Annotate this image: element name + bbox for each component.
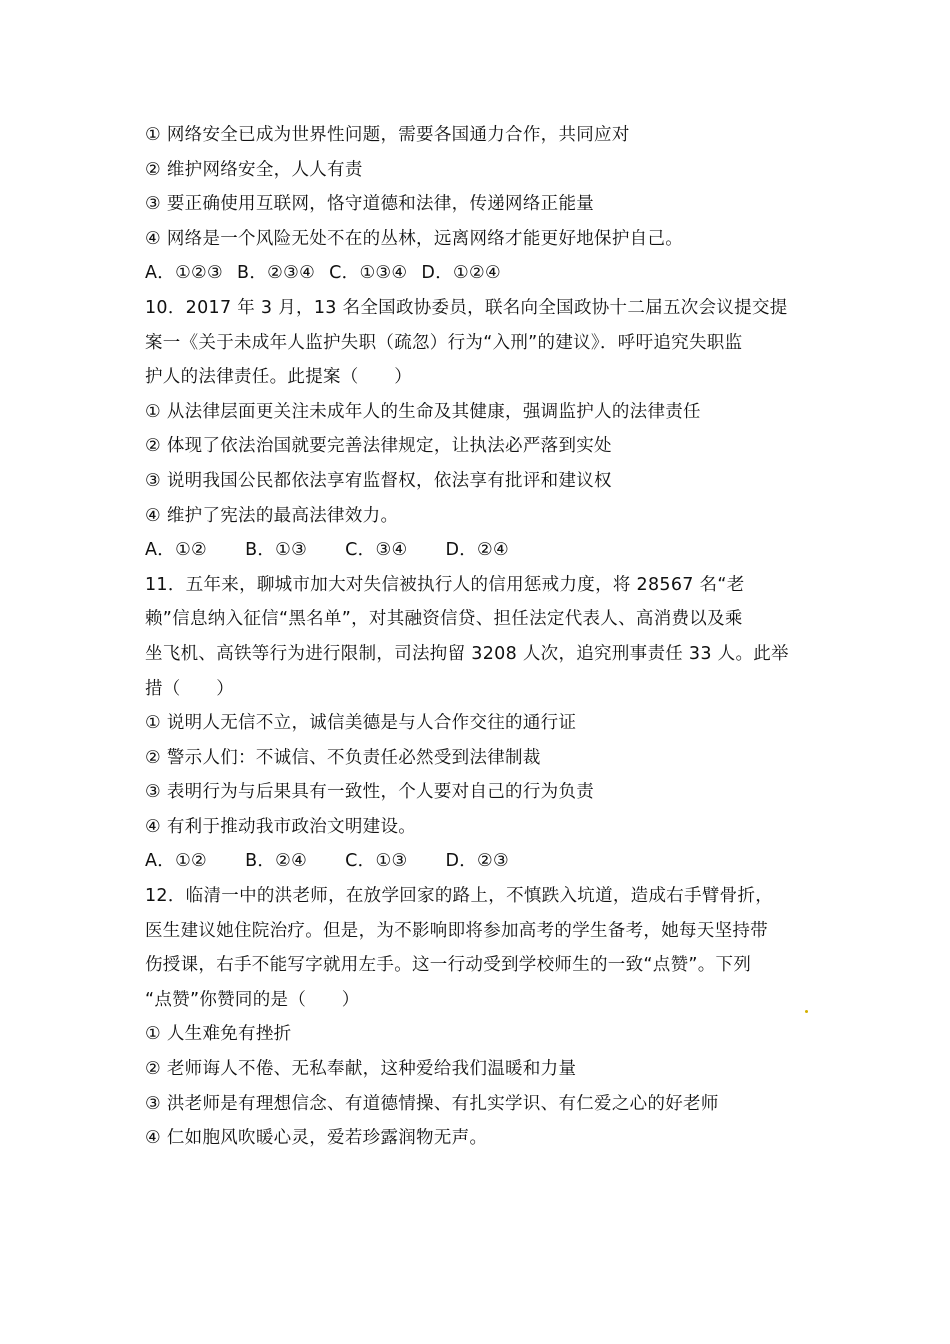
q11-option-3: ③ 表明行为与后果具有一致性，个人要对自己的行为负责 (145, 782, 595, 803)
q10-stem-line-1: 10．2017 年 3 月，13 名全国政协委员，联名向全国政协十二届五次会议提交提 (145, 297, 788, 318)
q12-stem-line-3: 伤授课，右手不能写字就用左手。这一行动受到学校师生的一致“点赞”。下列 (145, 955, 752, 976)
q9-choice-b: B．②③④ (237, 263, 316, 284)
q11-stem-line-1: 11．五年来，聊城市加大对失信被执行人的信用惩戒力度，将 28567 名“老 (145, 574, 745, 595)
q10-option-4: ④ 维护了宪法的最高法律效力。 (145, 505, 399, 526)
q11-stem-line-3: 坐飞机、高铁等行为进行限制，司法拘留 3208 人次，追究刑事责任 33 人。此举 (145, 643, 789, 664)
q11-choice-c: C．①③ (345, 851, 408, 872)
q11-stem-line-4: 措（ ） (145, 678, 234, 699)
q10-choice-b: B．①③ (245, 540, 308, 561)
q9-choice-a: A．①②③ (145, 263, 224, 284)
q11-option-4: ④ 有利于推动我市政治文明建设。 (145, 816, 417, 837)
q12-stem-line-4: “点赞”你赞同的是（ ） (145, 989, 360, 1010)
q9-choices (145, 256, 815, 291)
q9-choice-c: C．①③④ (329, 263, 408, 284)
q10-choice-c: C．③④ (345, 540, 408, 561)
q10-option-3: ③ 说明我国公民都依法享宥监督权，依法享有批评和建议权 (145, 470, 612, 491)
stray-dot-mark (805, 1010, 808, 1013)
q10-option-1: ① 从法律层面更关注未成年人的生命及其健康，强调监护人的法律责任 (145, 401, 701, 422)
q9-option-3: ③ 要正确使用互联网，恪守道德和法律，传递网络正能量 (145, 194, 595, 215)
q12-option-1: ① 人生难免有挫折 (145, 1024, 292, 1045)
q11-option-1: ① 说明人无信不立，诚信美德是与人合作交往的通行证 (145, 713, 577, 734)
q11-option-2: ② 警示人们：不诚信、不负责任必然受到法律制裁 (145, 747, 541, 768)
q11-choice-b: B．②④ (245, 851, 308, 872)
q12-option-3: ③ 洪老师是有理想信念、有道德情操、有扎实学识、有仁爱之心的好老师 (145, 1093, 719, 1114)
q11-stem-line-2: 赖”信息纳入征信“黑名单”，对其融资信贷、担任法定代表人、高消费以及乘 (145, 609, 743, 630)
q10-option-2: ② 体现了依法治国就要完善法律规定，让执法必严落到实处 (145, 436, 612, 457)
q10-choice-a: A．①② (145, 540, 208, 561)
q10-stem-line-2: 案一《关于未成年人监护失职（疏忽）行为“入刑”的建议》．呼吁追究失职监 (145, 332, 743, 353)
q12-option-2: ② 老师诲人不倦、无私奉献，这种爱给我们温暖和力量 (145, 1059, 577, 1080)
q9-choice-d: D．①②④ (421, 263, 501, 284)
q9-option-2: ② 维护网络安全，人人有责 (145, 159, 363, 180)
q10-stem-line-3: 护人的法律责任。此提案（ ） (145, 367, 412, 388)
q11-choices (145, 844, 815, 879)
q9-option-1: ① 网络安全已成为世界性问题，需要各国通力合作，共同应对 (145, 125, 630, 145)
q11-choice-d: D．②③ (445, 851, 510, 872)
q10-choices (145, 533, 815, 568)
q10-choice-d: D．②④ (445, 540, 510, 561)
q11-choice-a: A．①② (145, 851, 208, 872)
q12-stem-line-2: 医生建议她住院治疗。但是，为不影响即将参加高考的学生备考，她每天坚持带 (145, 920, 768, 941)
q12-option-4: ④ 仁如胞风吹暖心灵，爱若珍露润物无声。 (145, 1128, 488, 1149)
q9-option-4: ④ 网络是一个风险无处不在的丛林，远离网络才能更好地保护自己。 (145, 228, 684, 249)
document-content (145, 118, 815, 1156)
q12-stem-line-1: 12．临清一中的洪老师，在放学回家的路上，不慎跌入坑道，造成右手臂骨折， (145, 886, 774, 907)
